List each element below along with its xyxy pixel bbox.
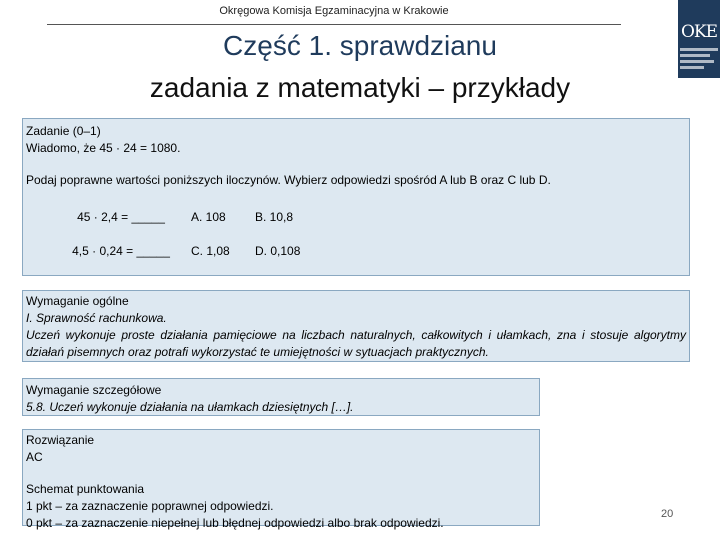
solution-title: Rozwiązanie xyxy=(26,433,95,447)
general-requirement-title: Wymaganie ogólne xyxy=(26,294,129,308)
task-box xyxy=(22,118,690,276)
detailed-requirement-description: 5.8. Uczeń wykonuje działania na ułamkach dziesiętnych […]. xyxy=(26,400,354,414)
option-c[interactable]: C. 1,08 xyxy=(191,244,230,258)
general-requirement-box xyxy=(22,290,690,362)
option-b[interactable]: B. 10,8 xyxy=(255,210,294,224)
options-row xyxy=(51,243,300,277)
solution-box xyxy=(22,429,540,530)
task-label: Zadanie (0–1) xyxy=(26,124,101,138)
logo-text: OKE xyxy=(680,22,718,42)
header-divider xyxy=(47,24,621,25)
detailed-requirement-title: Wymaganie szczegółowe xyxy=(26,383,162,397)
detailed-requirement-box xyxy=(22,378,540,416)
organization-name: Okręgowa Komisja Egzaminacyjna w Krakowie xyxy=(219,5,449,17)
slide-subtitle: zadania z matematyki – przykłady xyxy=(149,72,571,103)
scoring-item: 1 pkt – za zaznaczenie poprawnej odpowiedzi. xyxy=(26,499,274,513)
task-given: Wiadomo, że 45 · 24 = 1080. xyxy=(26,141,181,155)
slide-title: Część 1. sprawdzianu xyxy=(223,30,497,61)
scoring-title: Schemat punktowania xyxy=(26,482,145,496)
general-requirement-area: I. Sprawność rachunkowa. xyxy=(26,311,167,325)
option-d[interactable]: D. 0,108 xyxy=(255,244,301,258)
option-a[interactable]: A. 108 xyxy=(191,210,226,224)
options-row xyxy=(51,209,300,243)
page-number: 20 xyxy=(661,508,674,520)
solution-answer: AC xyxy=(26,450,43,464)
answer-options-table xyxy=(51,209,300,277)
task-instruction: Podaj poprawne wartości poniższych iloczynów. Wybierz odpowiedzi spośród A lub B oraz C lub D. xyxy=(26,173,551,187)
product-expression: 4,5 · 0,24 = _____ xyxy=(72,244,170,258)
scoring-item: 0 pkt – za zaznaczenie niepełnej lub błędnej odpowiedzi albo brak odpowiedzi. xyxy=(26,516,444,530)
product-expression: 45 · 2,4 = _____ xyxy=(77,210,165,224)
general-requirement-description: Uczeń wykonuje proste działania pamięciowe na liczbach naturalnych, całkowitych i ułamkach, zna i stosuje algorytmy działań pisemnych oraz potrafi wykorzystać te umiejętności w sytuacjach praktycznych. xyxy=(26,328,686,359)
